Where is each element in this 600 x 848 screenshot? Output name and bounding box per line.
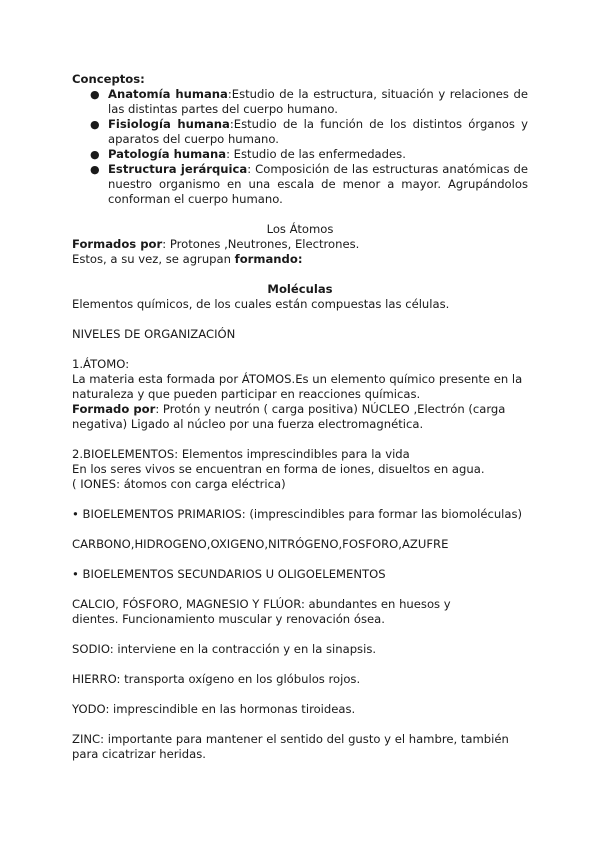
yodo-line xyxy=(72,702,528,717)
atomo-formado xyxy=(72,402,528,417)
hierro-label: HIERRO xyxy=(72,672,117,686)
agrupan-text: Estos, a su vez, se agrupan xyxy=(72,252,235,266)
secundarios-label: • BIOELEMENTOS SECUNDARIOS U OLIGOELEMENTOS xyxy=(72,567,386,581)
primarios-text: : (imprescindibles para formar las biomoléculas) xyxy=(241,507,523,521)
atomo-line4: negativa) Ligado al núcleo por una fuerza electromagnética. xyxy=(72,417,424,431)
bioelementos-heading-text: : Elementos imprescindibles para la vida xyxy=(174,447,410,461)
formado-text: : Protón y neutrón ( carga positiva) NÚCLEO ,Electrón (carga xyxy=(155,402,506,416)
concept-item xyxy=(90,87,528,117)
concept-item xyxy=(90,162,528,207)
bullet-icon: ● xyxy=(90,88,100,101)
agrupan-bold: formando: xyxy=(234,252,303,266)
niveles-heading: NIVELES DE ORGANIZACIÓN xyxy=(72,327,236,341)
moleculas-title: Moléculas xyxy=(267,282,333,296)
bioelementos-line2: En los seres vivos se encuentran en forma de iones, disueltos en agua. xyxy=(72,462,485,476)
bioelementos-heading-line xyxy=(72,447,528,462)
yodo-label: YODO xyxy=(72,702,106,716)
zinc-text: : importante para mantener el sentido del gusto y el hambre, también xyxy=(100,732,509,746)
bullet-icon: ● xyxy=(90,163,100,176)
zinc-line xyxy=(72,732,528,747)
zinc-line2: para cicatrizar heridas. xyxy=(72,747,206,761)
formados-text: : Protones ,Neutrones, Electrones. xyxy=(162,237,360,251)
primarios-label: • BIOELEMENTOS PRIMARIOS xyxy=(72,507,242,521)
hierro-text: : transporta oxígeno en los glóbulos rojos. xyxy=(116,672,361,686)
concept-text: : Estudio de las enfermedades. xyxy=(226,147,406,161)
sodio-label: SODIO xyxy=(72,642,110,656)
moleculas-text: Elementos químicos, de los cuales están compuestas las células. xyxy=(72,297,450,311)
hierro-line xyxy=(72,672,528,687)
concept-item xyxy=(90,117,528,147)
concept-text: : Composición de las estructuras anatómicas de nuestro organismo en una escala de menor a mayor. Agrupándolos conforman el cuerpo humano. xyxy=(108,162,528,206)
conceptos-list xyxy=(72,87,528,207)
document-content xyxy=(72,72,528,762)
primarios-line xyxy=(72,507,528,522)
atomo-line2: naturaleza y que pueden participar en reacciones químicas. xyxy=(72,387,421,401)
calcio-text: : abundantes en huesos y xyxy=(300,597,451,611)
atomo-line1: La materia esta formada por ÁTOMOS.Es un elemento químico presente en la xyxy=(72,372,523,386)
primarios-list: CARBONO,HIDROGENO,OXIGENO,NITRÓGENO,FOSFORO,AZUFRE xyxy=(72,537,449,551)
sodio-text: : interviene en la contracción y en la sinapsis. xyxy=(109,642,377,656)
calcio-line xyxy=(72,597,528,612)
atomo-heading: 1.ÁTOMO: xyxy=(72,357,130,371)
sodio-line xyxy=(72,642,528,657)
concept-text: :Estudio de la estructura, situación y relaciones de las distintas partes del cuerpo humano. xyxy=(108,87,528,116)
bullet-icon: ● xyxy=(90,148,100,161)
atomos-formados xyxy=(72,237,528,252)
atomos-title: Los Átomos xyxy=(266,222,334,236)
bioelementos-heading: 2.BIOELEMENTOS xyxy=(72,447,175,461)
concept-term: Patología humana xyxy=(108,147,227,161)
concept-term: Anatomía humana xyxy=(108,87,228,101)
calcio-line2: dientes. Funcionamiento muscular y renovación ósea. xyxy=(72,612,385,626)
yodo-text: : imprescindible en las hormonas tiroideas. xyxy=(105,702,356,716)
atomos-agrupan xyxy=(72,252,528,267)
formado-label: Formado por xyxy=(72,402,156,416)
calcio-label: CALCIO, FÓSFORO, MAGNESIO Y FLÚOR xyxy=(72,597,301,611)
concept-term: Estructura jerárquica xyxy=(108,162,248,176)
bullet-icon: ● xyxy=(90,118,100,131)
concept-item xyxy=(90,147,528,162)
bioelementos-line3: ( IONES: átomos con carga eléctrica) xyxy=(72,477,286,491)
concept-text: :Estudio de la función de los distintos órganos y aparatos del cuerpo humano. xyxy=(108,117,528,146)
zinc-label: ZINC xyxy=(72,732,101,746)
formados-label: Formados por xyxy=(72,237,163,251)
concept-term: Fisiología humana xyxy=(108,117,230,131)
conceptos-heading: Conceptos: xyxy=(72,72,145,86)
